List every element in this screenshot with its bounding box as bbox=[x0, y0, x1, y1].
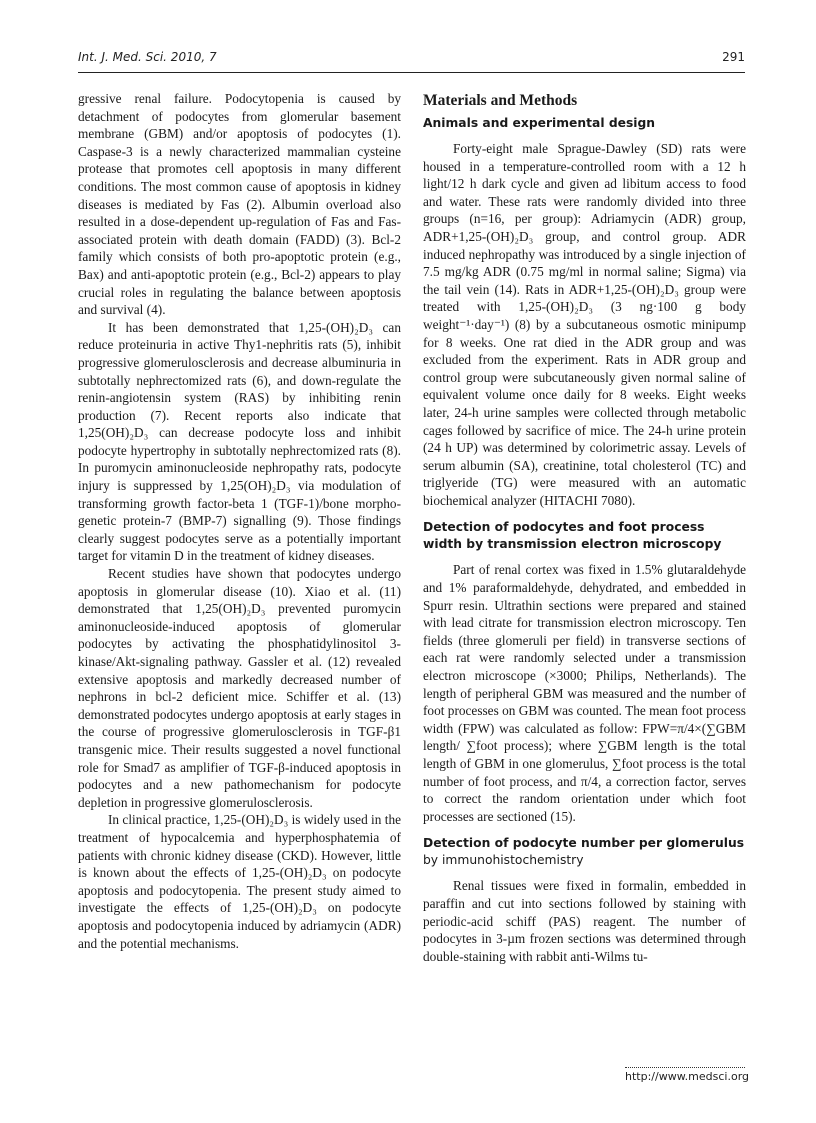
paragraph: Part of renal cortex was fixed in 1.5% glutaraldehyde and 1% paraformaldehyde, dehydrated, and embedded in Spurr resin. Ultrathin sections were prepared and stained with lead citrate for transmission electron microscopy. Ten fields (three glomeruli per field) in transverse sections of each rat were randomly selected under a transmission electron microscope (×3000; Philips, Netherlands). The length of peripheral GBM was measured and the number of foot processes on GBM was counted. The mean foot process width (FPW) was calculated as follow: FPW=π/4×(∑GBM length/ ∑foot process); where ∑GBM length is the total length of GBM in one glomerulus, ∑foot process is the total number of foot process, and π/4, a correction factor, serves to correct the random orientation under which foot processes are sectioned (15). bbox=[423, 562, 746, 824]
subsection-title bbox=[423, 835, 746, 869]
left-column bbox=[78, 90, 401, 952]
running-header bbox=[78, 50, 745, 64]
subsection-title-bold: Animals and experimental design bbox=[423, 116, 656, 130]
subsection-title-normal: by immunohistochemistry bbox=[423, 853, 584, 868]
paragraph: In clinical practice, 1,25-(OH)₂D₃ is widely used in the treatment of hypocalcemia and hyperphosphatemia of patients with chronic kidney disease (CKD). However, little is known about the effects of 1,25-(OH)₂D₃ on podocyte apoptosis and podocytopenia. The present study aimed to investigate the effects of 1,25-(OH)₂D₃ on podocyte apoptosis and podocytopenia induced by adriamycin (ADR) and the potential mechanisms. bbox=[78, 812, 401, 951]
section-title: Materials and Methods bbox=[423, 92, 578, 109]
journal-citation: Int. J. Med. Sci. 2010, 7 bbox=[78, 50, 217, 64]
footer-url[interactable]: http://www.medsci.org bbox=[625, 1070, 750, 1083]
page-number: 291 bbox=[722, 50, 745, 64]
paragraph: Renal tissues were fixed in formalin, embedded in paraffin and cut into sections followed by staining with periodic-acid schiff (PAS) reagent. The number of podocytes in 3-µm frozen sections was determined through double-staining with rabbit anti-Wilms tu- bbox=[423, 878, 746, 964]
paragraph: gressive renal failure. Podocytopenia is caused by detachment of podocytes from glomerular basement membrane (GBM) and/or apoptosis of podocytes (1). Caspase-3 is a newly characterized mammalian cysteine protease that promotes cell apoptosis in many different conditions. The most common cause of apoptosis in kidney diseases is mediated by Fas (2). Albumin overload also resulted in a dose-dependent up-regulation of Fas and Fas-associated protein with death domain (FADD) (3). Bcl-2 family which consists of both pro-apoptotic protein (e.g., Bax) and anti-apoptotic protein (e.g., Bcl-2) appears to play crucial roles in regulating the balance between apoptosis and survival (4). bbox=[78, 91, 401, 318]
header-rule bbox=[78, 72, 745, 73]
paragraph: It has been demonstrated that 1,25-(OH)₂D₃ can reduce proteinuria in active Thy1-nephritis rats (5), inhibit progressive glomerulosclerosis and decrease albuminuria in subtotally nephrectomized rats (6), and down-regulate the renin-angiotensin system (RAS) by inhibiting renin production (7). Recent reports also indicate that 1,25(OH)₂D₃ can decrease podocyte loss and inhibit podocyte hypertrophy in subtotally nephrectomized rats (8). In puromycin aminonucleoside nephropathy rats, podocyte injury is suppressed by 1,25(OH)₂D₃ via modulation of transforming growth factor-beta 1 (TGF-1)/bone morphogenetic protein-7 (BMP-7) signalling (9). Those findings clearly suggest podocytes serve as a potentially important target for vitamin D in the treatment of kidney diseases. bbox=[78, 319, 401, 564]
paragraph: Forty-eight male Sprague-Dawley (SD) rats were housed in a temperature-controlled room with a 12 h light/12 h dark cycle and given ad libitum access to food and water. These rats were randomly divided into three groups (n=16, per group): Adriamycin (ADR) group, ADR+1,25-(OH)₂D₃ group, and control group. ADR induced nephropathy was introduced by a single injection of 7.5 mg/kg ADR (0.75 mg/ml in normal saline; Sigma) via the tail vein (14). Rats in ADR+1,25-(OH)₂D₃ group were treated with 1,25-(OH)₂D₃ (3 ng·100 g body weight⁻¹·day⁻¹) (8) by a subcutaneous osmotic minipump for 8 weeks. One rat died in the ADR group and was excluded from the experiment. Rats in ADR group and control group were subcutaneously given normal saline of equivalent volume once daily for 8 weeks. Eight weeks later, 24-h urine samples were collected through metabolic cages followed by sacrifice of mice. The 24-h urine protein (24 h UP) was determined by colorimetric assay. Levels of serum albumin (SA), creatinine, total cholesterol (TC) and triglyeride (TG) were measured with an automatic biochemical analyzer (HITACHI 7080). bbox=[423, 141, 746, 508]
subsection-title-bold: Detection of podocytes and foot process width by transmission electron microscopy bbox=[423, 520, 722, 552]
subsection-title-bold: Detection of podocyte number per glomerulus bbox=[423, 836, 745, 851]
right-column bbox=[423, 90, 746, 965]
footer-rule bbox=[625, 1067, 745, 1068]
paragraph: Recent studies have shown that podocytes undergo apoptosis in glomerular disease (10). Xiao et al. (11) demonstrated that 1,25(OH)₂D₃ prevented puromycin aminonucleoside-induced apoptosis of glomerular podocytes by activating the phosphatidylinositol 3-kinase/Akt-signaling pathway. Gassler et al. (12) revealed extensive apoptosis and markedly decreased number of nephrons in bcl-2 deficient mice. Schiffer et al. (13) demonstrated podocytes undergo apoptosis at early stages in the course of progressive glomerulosclerosis in TGF-β1 transgenic mice. Their results suggested a novel functional role for Smad7 as amplifier of TGF-β-induced apoptosis in podocytes and a new pathomechanism for podocyte depletion in progressive glomerulosclerosis. bbox=[78, 566, 401, 810]
subsection-title bbox=[423, 519, 746, 553]
subsection-title bbox=[423, 115, 746, 132]
